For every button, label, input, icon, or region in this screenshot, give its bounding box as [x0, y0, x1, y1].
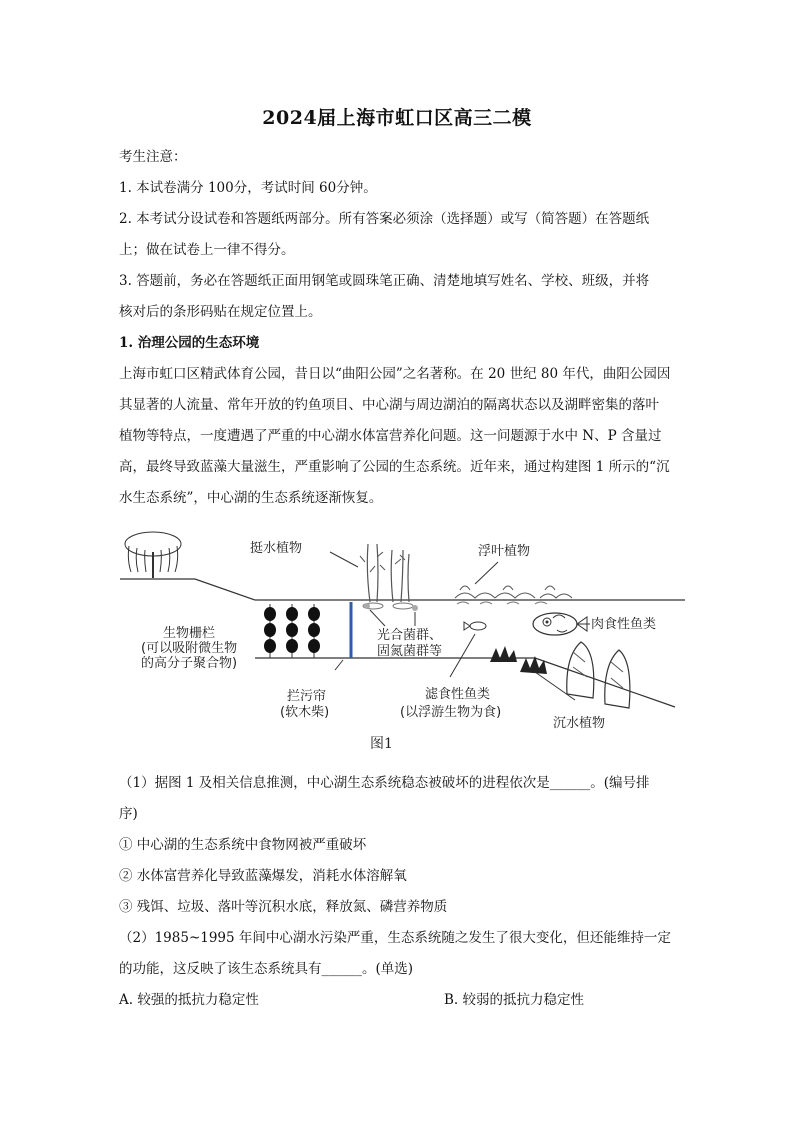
notice-item: 核对后的条形码贴在规定位置上。 [119, 304, 322, 320]
label-fence-2: (可以吸附微生物 [141, 641, 238, 656]
label-pointer [335, 660, 343, 670]
label-pointer [535, 672, 575, 700]
label-bacteria-2: 固氮菌群等 [377, 644, 443, 659]
q2-option-b: B. 较弱的抵抗力稳定性 [444, 992, 585, 1008]
label-submerged: 沉水植物 [553, 716, 606, 731]
label-fence-1: 生物栅栏 [163, 626, 216, 641]
label-pointer [330, 552, 358, 567]
intro-line: 其显著的人流量、常年开放的钓鱼项目、中心湖与周边湖泊的隔离状态以及湖畔密集的落叶 [119, 397, 659, 413]
notice-item: 2. 本考试分设试卷和答题纸两部分。所有答案必须涂（选择题）或写（简答题）在答题纸 [119, 211, 650, 227]
filter-feeding-fish-icon [464, 622, 486, 630]
intro-line: 植物等特点，一度遭遇了严重的中心湖水体富营养化问题。这一问题源于水中 N、P 含量过 [119, 428, 662, 444]
label-pointer [450, 634, 475, 677]
label-bacteria-1: 光合菌群、 [377, 628, 443, 643]
intro-line: 上海市虹口区精武体育公园，昔日以“曲阳公园”之名著称。在 20 世纪 80 年代，曲阳公园因 [119, 366, 671, 382]
label-pointer [475, 562, 498, 584]
intro-line: 水生态系统”，中心湖的生态系统逐渐恢复。 [119, 490, 383, 506]
emergent-plant-icon [360, 544, 413, 609]
ecosystem-figure [115, 522, 685, 762]
notice-heading: 考生注意： [119, 149, 187, 165]
notice-item: 3. 答题前，务必在答题纸正面用钢笔或圆珠笔正确、清楚地填写姓名、学校、班级，并将 [119, 273, 650, 289]
figure-caption: 图1 [370, 736, 393, 752]
left-bank-line [120, 579, 255, 600]
q1-stem: 序) [119, 806, 138, 822]
floating-leaf-plant-icon [455, 586, 572, 604]
label-emergent: 挺水植物 [250, 541, 303, 556]
section-heading: 1. 治理公园的生态环境 [119, 335, 260, 351]
submerged-plant-icon [490, 642, 630, 708]
q1-option: ② 水体富营养化导致蓝藻爆发，消耗水体溶解氧 [119, 868, 407, 884]
exam-title: 2024届上海市虹口区高三二模 [262, 107, 532, 129]
label-filter-1: 滤食性鱼类 [425, 687, 491, 702]
q1-stem: （1）据图 1 及相关信息推测，中心湖生态系统稳态被破坏的进程依次是______。(编号排 [119, 775, 650, 791]
q2-stem: （2）1985~1995 年间中心湖水污染严重，生态系统随之发生了很大变化，但还能维持一定 [119, 930, 671, 946]
label-fence-3: 的高分子聚合物) [141, 656, 238, 671]
willow-tree-icon [125, 532, 181, 578]
label-curtain-1: 拦污帘 [287, 689, 327, 704]
label-filter-2: (以浮游生物为食) [400, 705, 502, 720]
label-carnivore: 肉食性鱼类 [591, 617, 657, 632]
q1-option: ① 中心湖的生态系统中食物网被严重破坏 [119, 837, 367, 853]
label-floating: 浮叶植物 [478, 544, 531, 559]
label-pointer [370, 610, 385, 626]
intro-line: 高，最终导致蓝藻大量滋生，严重影响了公园的生态系统。近年来，通过构建图 1 所示的“沉 [119, 459, 670, 475]
label-curtain-2: (软木柴) [280, 705, 330, 720]
q2-option-a: A. 较强的抵抗力稳定性 [119, 992, 259, 1008]
notice-item: 上；做在试卷上一律不得分。 [119, 242, 295, 258]
notice-item: 1. 本试卷满分 100分，考试时间 60分钟。 [119, 180, 377, 196]
q2-stem: 的功能，这反映了该生态系统具有______。(单选) [119, 961, 414, 977]
biological-fence-icon [264, 604, 320, 658]
q1-option: ③ 残饵、垃圾、落叶等沉积水底，释放氮、磷营养物质 [119, 899, 448, 915]
